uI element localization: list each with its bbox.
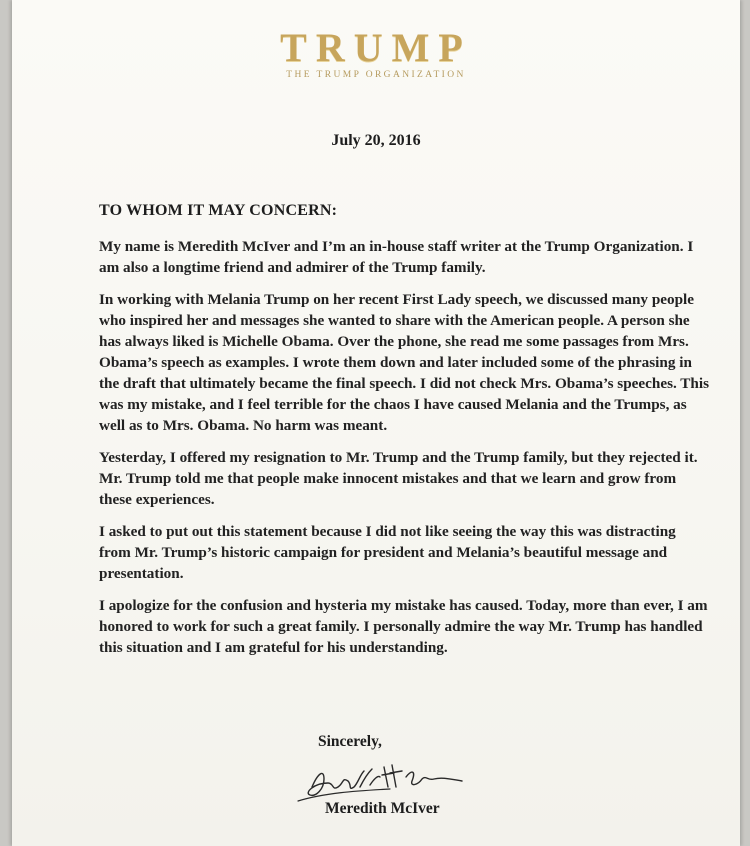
paragraph-5: I apologize for the confusion and hysteria my mistake has caused. Today, more than ever, I am honored to work for such a great family. I personally admire the way Mr. Trump has handled this situation and I am grateful for his understanding. bbox=[99, 597, 708, 656]
paragraph-4: I asked to put out this statement because I did not like seeing the way this was distracting from Mr. Trump’s historic campaign for president and Melania’s beautiful message and presentation. bbox=[99, 523, 676, 582]
paragraph-2: In working with Melania Trump on her recent First Lady speech, we discussed many people who inspired her and messages she wanted to share with the American people. A person she has always liked is Michelle Obama. Over the phone, she read me some passages from Mrs. Obama’s speech as examples. I wrote them down and later included some of the phrasing in the draft that ultimately became the final speech. I did not check Mrs. Obama’s speeches. This was my mistake, and I feel terrible for the chaos I have caused Melania and the Trumps, as well as to Mrs. Obama. No harm was meant. bbox=[99, 291, 709, 434]
signer-name: Meredith McIver bbox=[325, 800, 440, 817]
letterhead-subtitle: THE TRUMP ORGANIZATION bbox=[286, 70, 466, 80]
letter-body bbox=[99, 236, 709, 669]
letter-page bbox=[12, 0, 740, 846]
closing: Sincerely, bbox=[318, 733, 382, 750]
paragraph-1: My name is Meredith McIver and I’m an in-house staff writer at the Trump Organization. I am also a longtime friend and admirer of the Trump family. bbox=[99, 238, 694, 276]
salutation: TO WHOM IT MAY CONCERN: bbox=[99, 202, 338, 219]
paragraph-3: Yesterday, I offered my resignation to Mr. Trump and the Trump family, but they rejected it. Mr. Trump told me that people make innocent mistakes and that we learn and grow from these experiences. bbox=[99, 449, 698, 508]
letter-date: July 20, 2016 bbox=[331, 132, 421, 149]
letterhead-logo: TRUMP bbox=[280, 25, 472, 70]
